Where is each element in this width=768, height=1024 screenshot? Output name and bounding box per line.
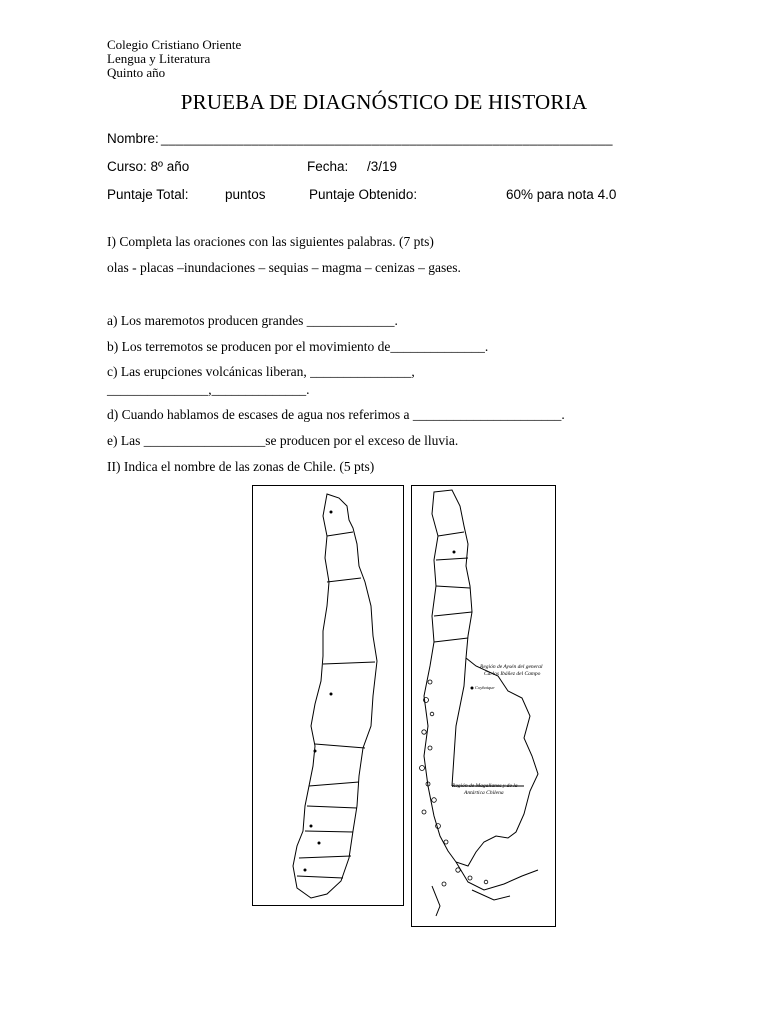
page-title: PRUEBA DE DIAGNÓSTICO DE HISTORIA — [180, 90, 588, 114]
total-score-label: Puntaje Total: — [107, 187, 189, 202]
map-south-chile — [411, 485, 556, 927]
word-bank: olas - placas –inundaciones – sequias – magma – cenizas – gases. — [107, 260, 461, 275]
map-label-aysen-line2: Carlos Ibáñez del Campo — [484, 671, 541, 677]
subject-name: Lengua y Literatura — [107, 51, 211, 66]
chile-south-outline — [412, 486, 555, 926]
section2-heading: II) Indica el nombre de las zonas de Chile. (5 pts) — [107, 459, 375, 474]
question-a: a) Los maremotos producen grandes _____________. — [107, 313, 398, 328]
grade-rule: 60% para nota 4.0 — [506, 187, 617, 202]
map-label-magallanes-line1: Región de Magallanes y de la — [452, 783, 518, 789]
chile-north-outline — [253, 486, 403, 905]
section1-heading: I) Completa las oraciones con las siguientes palabras. (7 pts) — [107, 234, 434, 249]
map-label-magallanes-line2: Antártica Chilena — [464, 790, 504, 796]
grade-name: Quinto año — [107, 65, 166, 80]
question-c-continued: _______________,______________. — [107, 382, 310, 397]
name-line: ____________________________________________________________ — [161, 131, 613, 146]
map-label-aysen-line1: Región de Aysén del general — [480, 664, 543, 670]
date-label: Fecha: — [307, 159, 349, 174]
total-score-unit: puntos — [225, 187, 266, 202]
name-label: Nombre: — [107, 131, 159, 146]
course-label: Curso: 8º año — [107, 159, 190, 174]
obtained-score-label: Puntaje Obtenido: — [309, 187, 418, 202]
school-name: Colegio Cristiano Oriente — [107, 37, 242, 52]
question-c: c) Las erupciones volcánicas liberan, _______________, — [107, 364, 415, 379]
map-label-coyhaique: Coyhaique — [475, 685, 495, 690]
map-north-chile — [252, 485, 404, 906]
question-d: d) Cuando hablamos de escases de agua nos referimos a ______________________. — [107, 407, 565, 422]
date-value: /3/19 — [367, 159, 398, 174]
question-e: e) Las __________________se producen por el exceso de lluvia. — [107, 433, 459, 448]
question-b: b) Los terremotos se producen por el movimiento de______________. — [107, 339, 489, 354]
